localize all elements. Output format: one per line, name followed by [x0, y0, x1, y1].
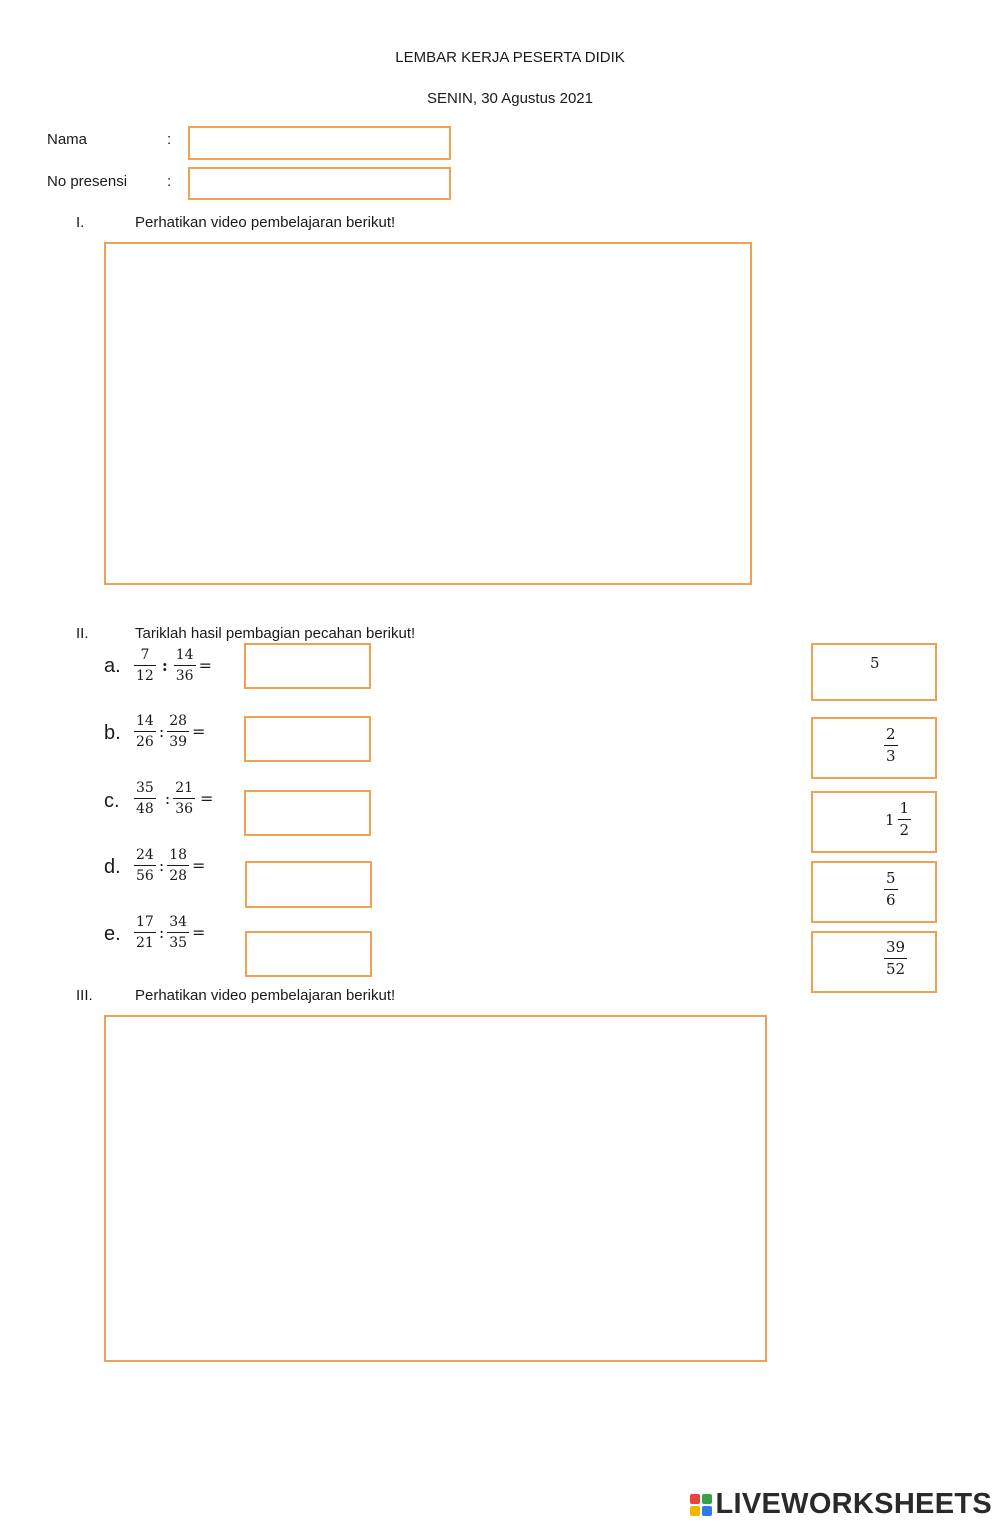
worksheet-date: SENIN, 30 Agustus 2021	[427, 90, 593, 107]
fraction	[884, 727, 898, 764]
option-value	[883, 727, 899, 764]
option-card-4[interactable]	[811, 861, 937, 923]
whole-number: 5	[870, 654, 880, 672]
divide-sign: :	[158, 856, 165, 875]
numerator: 7	[140, 647, 150, 663]
numerator: 39	[886, 938, 906, 956]
question-a-letter: a.	[104, 655, 121, 677]
fraction	[167, 848, 189, 883]
fraction	[884, 940, 907, 977]
name-colon: :	[167, 131, 172, 148]
video-box-1[interactable]	[104, 242, 752, 585]
denominator: 52	[886, 960, 906, 978]
numerator: 28	[169, 713, 188, 729]
logo-mark-icon	[690, 1494, 712, 1516]
numerator: 14	[136, 713, 154, 729]
fraction	[167, 714, 189, 749]
denominator: 2	[899, 821, 910, 839]
equals-sign: =	[192, 923, 206, 942]
video-box-2[interactable]	[104, 1015, 767, 1362]
numerator: 14	[175, 647, 194, 663]
worksheet-title: LEMBAR KERJA PESERTA DIDIK	[395, 49, 625, 66]
section-1-instruction: Perhatikan video pembelajaran berikut!	[135, 214, 396, 231]
section-1-number: I.	[76, 214, 85, 231]
equals-sign: =	[192, 722, 206, 741]
option-card-3[interactable]	[811, 791, 937, 853]
section-2-instruction: Tariklah hasil pembagian pecahan berikut!	[135, 625, 416, 642]
fraction	[884, 871, 898, 908]
answer-drop-a[interactable]	[244, 643, 371, 689]
numerator: 2	[886, 725, 896, 743]
question-d-letter: d.	[104, 856, 121, 878]
section-3-number: III.	[76, 987, 93, 1004]
question-e-expression	[133, 915, 210, 950]
fraction	[174, 648, 196, 683]
name-field[interactable]	[188, 126, 451, 160]
denominator: 26	[134, 731, 156, 749]
numerator: 24	[136, 847, 154, 863]
presence-number-colon: :	[167, 173, 172, 190]
numerator: 5	[886, 869, 896, 887]
question-a-expression	[133, 648, 217, 683]
numerator: 18	[169, 847, 188, 863]
denominator: 48	[134, 798, 156, 816]
question-e-letter: e.	[104, 923, 121, 945]
equals-sign: =	[192, 856, 206, 875]
numerator: 35	[136, 780, 154, 796]
option-value	[883, 940, 908, 977]
equals-sign: =	[198, 656, 212, 675]
denominator: 12	[134, 665, 156, 683]
denominator: 35	[167, 932, 189, 950]
fraction	[134, 714, 156, 749]
numerator: 17	[136, 914, 154, 930]
fraction	[134, 848, 156, 883]
denominator: 56	[134, 865, 156, 883]
option-card-1[interactable]	[811, 643, 937, 701]
denominator: 36	[173, 798, 195, 816]
logo-text: LIVEWORKSHEETS	[715, 1488, 992, 1520]
denominator: 3	[886, 747, 896, 765]
whole-number: 1	[885, 810, 895, 829]
divide-sign: :	[158, 923, 165, 942]
answer-drop-b[interactable]	[244, 716, 371, 762]
name-label: Nama	[47, 131, 88, 148]
option-value	[885, 801, 912, 838]
fraction	[898, 801, 912, 838]
fraction	[173, 781, 195, 816]
fraction	[134, 915, 156, 950]
option-card-5[interactable]	[811, 931, 937, 993]
question-c-letter: c.	[104, 790, 120, 812]
fraction	[134, 648, 156, 683]
denominator: 36	[174, 665, 196, 683]
equals-sign: =	[200, 789, 214, 808]
denominator: 6	[886, 891, 896, 909]
numerator: 21	[175, 780, 194, 796]
question-b-letter: b.	[104, 722, 121, 744]
numerator: 1	[899, 799, 910, 817]
liveworksheets-logo	[690, 1488, 993, 1521]
fraction	[134, 781, 156, 816]
divide-sign: :	[161, 656, 168, 675]
denominator: 28	[167, 865, 189, 883]
presence-number-label: No presensi	[47, 173, 128, 190]
question-b-expression	[133, 714, 210, 749]
section-2-number: II.	[76, 625, 89, 642]
presence-number-field[interactable]	[188, 167, 451, 200]
question-c-expression	[133, 781, 218, 816]
denominator: 21	[134, 932, 156, 950]
option-value	[870, 654, 880, 672]
answer-drop-c[interactable]	[244, 790, 371, 836]
numerator: 34	[169, 914, 188, 930]
divide-sign: :	[164, 789, 171, 808]
denominator: 39	[167, 731, 189, 749]
divide-sign: :	[158, 722, 165, 741]
answer-drop-e[interactable]	[245, 931, 372, 977]
option-card-2[interactable]	[811, 717, 937, 779]
question-d-expression	[133, 848, 210, 883]
fraction	[167, 915, 189, 950]
section-3-instruction: Perhatikan video pembelajaran berikut!	[135, 987, 396, 1004]
answer-drop-d[interactable]	[245, 861, 372, 908]
option-value	[883, 871, 899, 908]
